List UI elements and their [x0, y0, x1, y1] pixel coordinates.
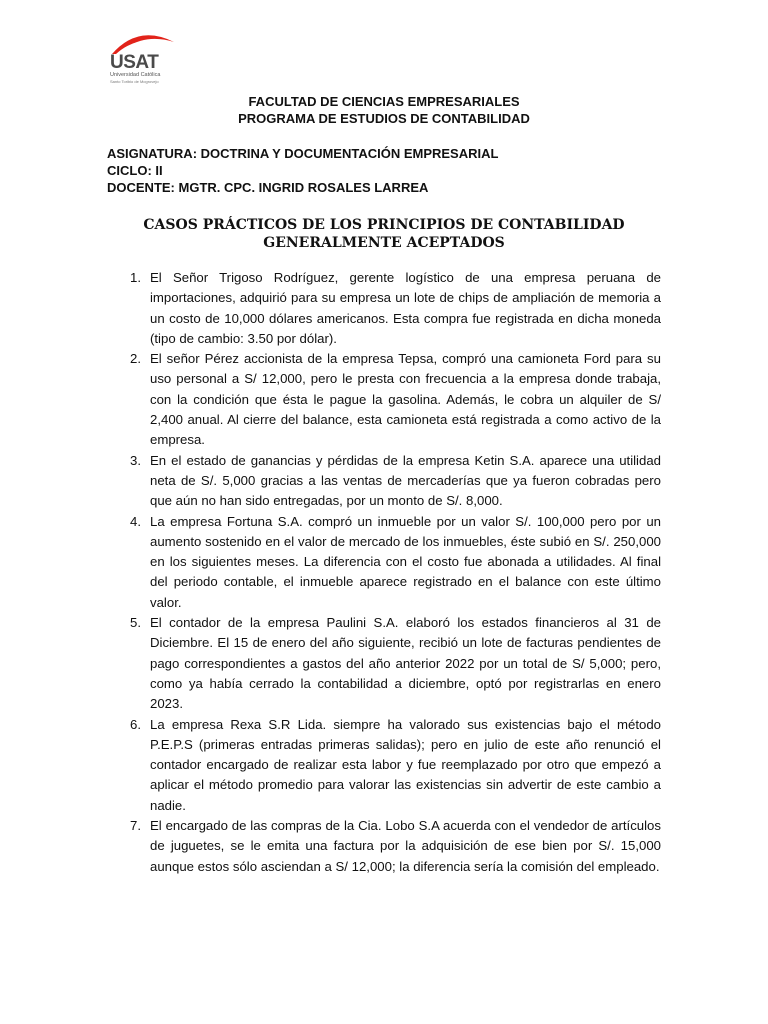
case-number: 5.	[130, 615, 141, 631]
case-text: La empresa Rexa S.R Lida. siempre ha valorado sus existencias bajo el método P.E.P.S (primeras entradas primeras salidas); pero en julio de este año renunció el contador encargado de realizar esta labor y fue reemplazado por otro que empezó a aplicar el método promedio para valorar las existencias sin advertir de este cambio a nadie.	[150, 716, 661, 813]
case-number: 2.	[130, 351, 141, 367]
document-title	[0, 216, 768, 252]
case-number: 4.	[130, 513, 141, 529]
program-heading: PROGRAMA DE ESTUDIOS DE CONTABILIDAD	[238, 111, 530, 126]
list-item	[130, 715, 661, 816]
case-text: El contador de la empresa Paulini S.A. elaboró los estados financieros al 31 de Diciembre. El 15 de enero del año siguiente, recibió un lote de facturas pendientes de pago correspondientes a gastos del año anterior 2022 por un total de S/ 5,000; pero, como ya había cerrado la contabilidad a diciembre, optó por registrarlas en enero 2023.	[150, 615, 661, 712]
list-item	[130, 512, 661, 613]
case-text: El encargado de las compras de la Cia. Lobo S.A acuerda con el vendedor de artículos de juguetes, se le emita una factura por la adquisición de ese bien por S/. 15,000 aunque estos sólo asciendan a S/ 12,000; la diferencia sería la comisión del empleado.	[150, 818, 661, 874]
logo-subtitle: Universidad Católica	[110, 72, 161, 78]
subject-line: ASIGNATURA: DOCTRINA Y DOCUMENTACIÓN EMPRESARIAL	[107, 146, 499, 161]
title-line-2: GENERALMENTE ACEPTADOS	[263, 235, 505, 251]
list-item	[130, 613, 661, 714]
title-line-1: CASOS PRÁCTICOS DE LOS PRINCIPIOS DE CONTABILIDAD	[143, 217, 625, 233]
list-item	[130, 816, 661, 877]
case-number: 7.	[130, 818, 141, 834]
list-item	[130, 268, 661, 349]
case-text: La empresa Fortuna S.A. compró un inmueble por un valor S/. 100,000 pero por un aumento sostenido en el valor de mercado de los inmuebles, éste subió en S/. 250,000 en los siguientes meses. La diferencia con el costo fue abonada a utilidades. Al final del periodo contable, el inmueble aparece registrado en el balance con este último valor.	[150, 513, 661, 610]
logo-name: USAT	[110, 52, 159, 73]
teacher-line: DOCENTE: MGTR. CPC. INGRID ROSALES LARREA	[107, 180, 429, 195]
case-text: El señor Pérez accionista de la empresa Tepsa, compró una camioneta Ford para su uso personal a S/ 12,000, pero le presta con frecuencia a la empresa donde trabaja, con la condición que ésta le pague la gasolina. Además, le cobra un alquiler de S/ 2,400 anual. Al cierre del balance, esta camioneta está registrada a como activo de la empresa.	[150, 351, 661, 448]
case-number: 3.	[130, 452, 141, 468]
cycle-line: CICLO: II	[107, 163, 163, 178]
case-text: En el estado de ganancias y pérdidas de la empresa Ketin S.A. aparece una utilidad neta de S/. 5,000 gracias a las ventas de mercaderías que ya fueron cobradas pero que aún no han sido entregadas, por un monto de S/. 8,000.	[150, 452, 661, 509]
logo-tagline: Santo Toribio de Mogrovejo	[110, 79, 159, 84]
case-text: El Señor Trigoso Rodríguez, gerente logístico de una empresa peruana de importaciones, adquirió para su empresa un lote de chips de ampliación de memoria a un costo de 10,000 dólares americanos. Esta compra fue registrada en dicha moneda (tipo de cambio: 3.50 por dólar).	[150, 270, 661, 346]
case-number: 6.	[130, 716, 141, 732]
list-item	[130, 451, 661, 512]
cases-list	[130, 268, 661, 877]
university-logo	[108, 30, 208, 88]
case-number: 1.	[130, 270, 141, 285]
faculty-heading: FACULTAD DE CIENCIAS EMPRESARIALES	[248, 94, 520, 109]
list-item	[130, 349, 661, 450]
